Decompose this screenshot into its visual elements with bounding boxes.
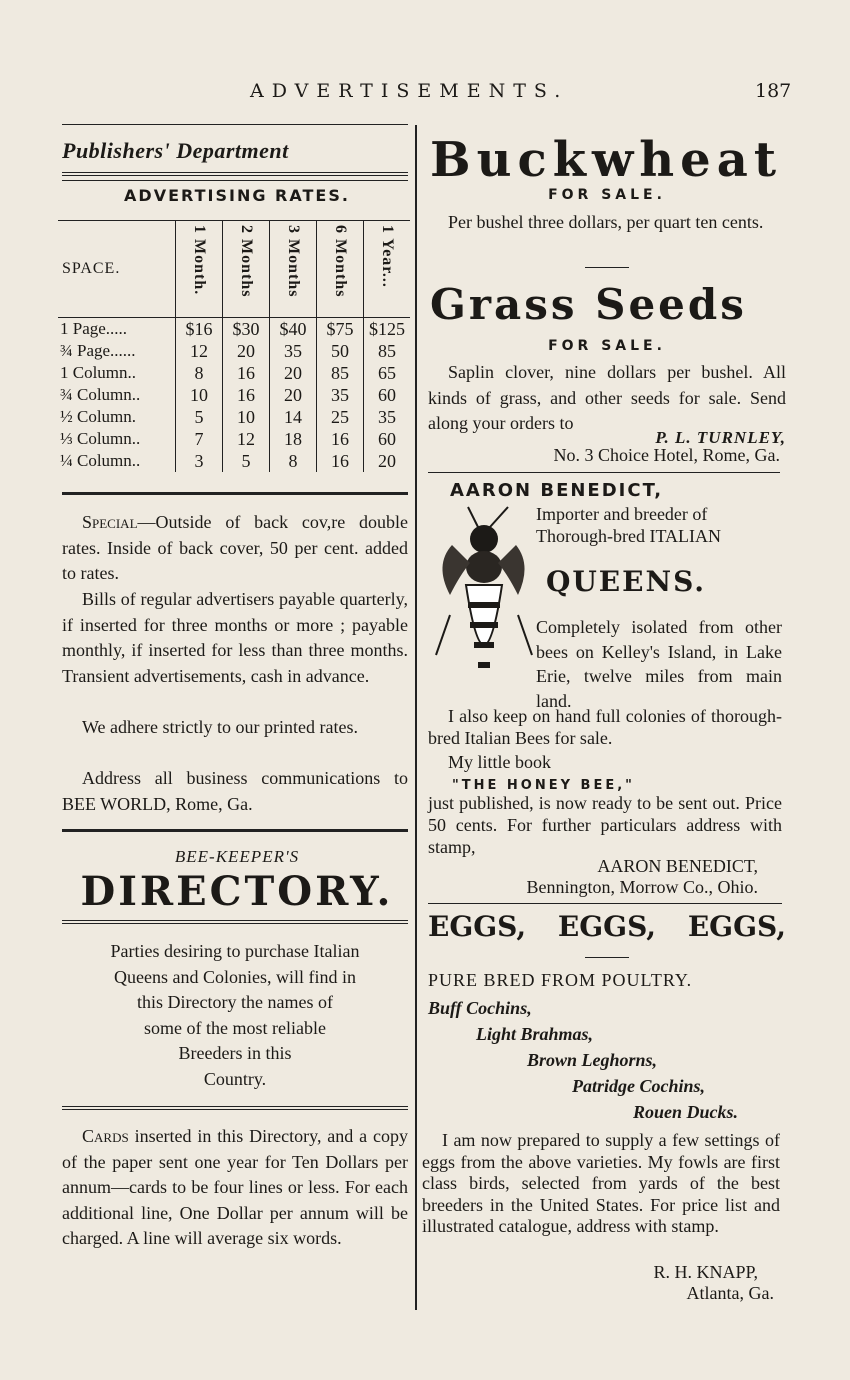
- rate-cell: $125: [364, 318, 411, 341]
- special-text: —Outside of back cov,re double rates. Inside of back cover, 50 per cent. added to rates.: [62, 512, 408, 583]
- rate-cell: 65: [364, 362, 411, 384]
- running-header: ADVERTISEMENTS.: [250, 80, 569, 102]
- rate-cell: 14: [270, 406, 317, 428]
- for-sale-label: FOR SALE.: [548, 338, 666, 354]
- rate-cell: 20: [364, 450, 411, 472]
- parties-paragraph: [62, 939, 408, 1092]
- parties-line: Queens and Colonies, will find in: [114, 966, 356, 987]
- table-row: [58, 428, 410, 450]
- rate-cell: $30: [223, 318, 270, 341]
- table-row: [58, 450, 410, 472]
- rate-cell: $75: [317, 318, 364, 341]
- rate-cell: 35: [270, 340, 317, 362]
- space-cell: 1 Column..: [60, 363, 137, 382]
- divider: [428, 472, 780, 473]
- bennington-address: Bennington, Morrow Co., Ohio.: [526, 877, 758, 897]
- special-paragraph: [62, 510, 408, 587]
- rate-cell: 20: [270, 362, 317, 384]
- rate-cell: 60: [364, 428, 411, 450]
- rate-cell: 16: [223, 384, 270, 406]
- rate-cell: 85: [317, 362, 364, 384]
- address-paragraph: Address all business communications to BEE WORLD, Rome, Ga.: [62, 768, 408, 814]
- table-row: [58, 362, 410, 384]
- grass-seeds-heading: Grass Seeds: [430, 280, 747, 329]
- rate-cell: 16: [317, 450, 364, 472]
- bee-illustration: [430, 505, 535, 705]
- directory-heading: DIRECTORY.: [80, 868, 394, 915]
- turnley-name: P. L. TURNLEY,: [655, 428, 786, 447]
- divider: [62, 1106, 408, 1110]
- buckwheat-text: Per bushel three dollars, per quart ten cents.: [448, 212, 764, 232]
- advertising-rates-heading: ADVERTISING RATES.: [124, 186, 350, 205]
- cards-lead: Cards: [82, 1126, 129, 1146]
- bills-paragraph: Bills of regular advertisers payable quarterly, if inserted for three months or more ; payable monthly, if inserted for less than three months. Transient advertisements, cash in advance.: [62, 589, 408, 686]
- rates-table: [58, 220, 410, 472]
- for-sale-label: FOR SALE.: [548, 187, 666, 203]
- rate-cell: 35: [364, 406, 411, 428]
- column-divider: [415, 125, 417, 1310]
- aaron-benedict-heading: AARON BENEDICT,: [450, 480, 664, 501]
- eggs-word: EGGS,: [687, 910, 786, 943]
- hotel-address: No. 3 Choice Hotel, Rome, Ga.: [553, 445, 780, 465]
- space-cell: ¾ Page......: [60, 341, 136, 360]
- rate-cell: 85: [364, 340, 411, 362]
- publishers-department-title: Publishers' Department: [62, 138, 289, 163]
- divider: [62, 920, 408, 924]
- rate-cell: 50: [317, 340, 364, 362]
- grass-text: Saplin clover, nine dollars per bushel. All kinds of grass, and other seeds for sale. Send along your orders to: [428, 362, 786, 433]
- atlanta-address: Atlanta, Ga.: [686, 1283, 774, 1303]
- knapp-signature: R. H. KNAPP,: [653, 1262, 758, 1282]
- rate-cell: 20: [223, 340, 270, 362]
- space-cell: ⅓ Column..: [60, 429, 141, 448]
- parties-line: some of the most reliable: [144, 1017, 326, 1038]
- rate-cell: 10: [176, 384, 223, 406]
- space-cell: 1 Page.....: [58, 318, 176, 341]
- colonies-text: I also keep on hand full colonies of thorough-bred Italian Bees for sale.: [428, 706, 782, 748]
- honey-bee-title: "THE HONEY BEE,": [452, 778, 635, 793]
- rate-cell: 12: [176, 340, 223, 362]
- isolated-text: Completely isolated from other bees on Kelley's Island, in Lake Erie, twelve miles from main land.: [536, 617, 782, 711]
- aaron-signature: AARON BENEDICT,: [597, 856, 758, 876]
- rate-cell: 7: [176, 428, 223, 450]
- divider: [62, 124, 408, 125]
- eggs-ornamental-row: [428, 910, 786, 943]
- breed-item: Brown Leghorns,: [527, 1050, 658, 1070]
- adhere-paragraph: We adhere strictly to our printed rates.: [82, 717, 358, 737]
- published-text: just published, is now ready to be sent out. Price 50 cents. For further particulars address with stamp,: [428, 793, 782, 857]
- space-cell: ¾ Column..: [60, 385, 141, 404]
- table-row: [58, 340, 410, 362]
- cards-text: inserted in this Directory, and a copy of the paper sent one year for Ten Dollars per annum—cards to be four lines or less. For each additional line, One Dollar per annum will be charged. A line will average six words.: [62, 1126, 408, 1248]
- rate-cell: 10: [223, 406, 270, 428]
- buckwheat-heading: Buckwheat: [430, 132, 782, 188]
- rate-cell: 5: [176, 406, 223, 428]
- divider: [62, 172, 408, 176]
- divider: [428, 903, 782, 904]
- breed-item: Light Brahmas,: [476, 1024, 594, 1044]
- breed-item: Rouen Ducks.: [633, 1102, 739, 1122]
- table-row: [58, 406, 410, 428]
- divider: [585, 267, 629, 268]
- rate-cell: 18: [270, 428, 317, 450]
- eggs-word: EGGS,: [557, 910, 657, 943]
- eggs-word: EGGS,: [428, 910, 527, 943]
- col-header: 1 Year...: [364, 221, 411, 318]
- parties-line: Country.: [203, 1068, 267, 1089]
- col-header: 6 Months: [317, 221, 364, 318]
- rate-cell: 25: [317, 406, 364, 428]
- col-header: 3 Months: [270, 221, 317, 318]
- table-row: [58, 384, 410, 406]
- rate-cell: 3: [176, 450, 223, 472]
- cards-paragraph: [62, 1124, 408, 1252]
- queens-ornamental-word: QUEENS.: [546, 565, 707, 598]
- breed-item: Buff Cochins,: [428, 998, 532, 1018]
- space-cell: ½ Column.: [60, 407, 137, 426]
- rate-cell: 60: [364, 384, 411, 406]
- poultry-heading: PURE BRED FROM POULTRY.: [428, 970, 693, 990]
- space-cell: ¼ Column..: [60, 451, 141, 470]
- table-row: [58, 318, 410, 341]
- rate-cell: 16: [223, 362, 270, 384]
- rate-cell: 20: [270, 384, 317, 406]
- divider: [62, 829, 408, 832]
- rate-cell: 8: [270, 450, 317, 472]
- divider: [585, 957, 629, 958]
- rate-cell: 16: [317, 428, 364, 450]
- divider: [62, 492, 408, 495]
- rate-cell: 35: [317, 384, 364, 406]
- special-lead: Special: [82, 512, 138, 532]
- breed-item: Patridge Cochins,: [572, 1076, 706, 1096]
- my-book-text: My little book: [448, 752, 551, 772]
- col-header: 2 Months: [223, 221, 270, 318]
- prepared-text: I am now prepared to supply a few settings of eggs from the above varieties. My fowls are first class birds, selected from yards of the best breeders in the United States. For price list and illustrated catalogue, address with stamp.: [422, 1130, 780, 1236]
- rate-cell: $16: [176, 318, 223, 341]
- rate-cell: 12: [223, 428, 270, 450]
- rate-cell: 8: [176, 362, 223, 384]
- parties-line: Parties desiring to purchase Italian: [110, 941, 360, 961]
- space-header: SPACE.: [58, 221, 176, 318]
- divider: [62, 180, 408, 181]
- parties-line: Breeders in this: [178, 1043, 292, 1063]
- page-number: 187: [755, 80, 792, 102]
- bee-keepers-title: BEE-KEEPER'S: [174, 847, 300, 866]
- col-header: 1 Month.: [176, 221, 223, 318]
- rate-cell: $40: [270, 318, 317, 341]
- importer-text: Importer and breeder of Thorough-bred ITALIAN: [536, 504, 722, 546]
- parties-line: this Directory the names of: [137, 992, 333, 1012]
- rate-cell: 5: [223, 450, 270, 472]
